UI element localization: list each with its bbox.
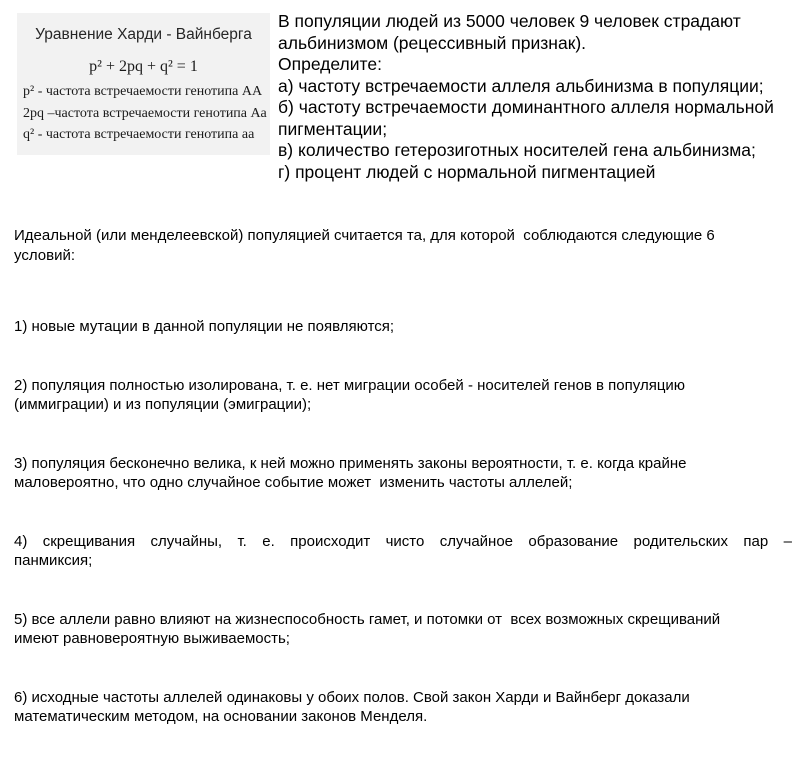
text-line: 5) все аллели равно влияют на жизнеспособность гамет, и потомки от всех возможных скрещиваний: [14, 610, 721, 628]
text-line: q² - частота встречаемости генотипа аа: [23, 127, 255, 142]
text-line: 6) исходные частоты аллелей одинаковы у обоих полов. Свой закон Харди и Вайнберг доказали: [14, 688, 690, 706]
text-line: В популяции людей из 5000 человек 9 человек страдают: [278, 11, 741, 31]
conditions-intro: [14, 226, 792, 265]
problem-statement: [278, 11, 798, 183]
text-line: 2pq –частота встречаемости генотипа Аа: [23, 105, 267, 121]
condition-item-2: [14, 376, 792, 415]
text-line: условий:: [14, 246, 75, 264]
text-line: а) частоту встречаемости аллеля альбинизма в популяции;: [278, 75, 764, 96]
text-line: 1) новые мутации в данной популяции не появляются;: [14, 318, 395, 335]
text-line: маловероятно, что одно случайное событие может изменить частоты аллелей;: [14, 474, 573, 491]
genotype-frequency-definitions: [17, 81, 270, 146]
text-line: математическим методом, на основании законов Менделя.: [14, 708, 428, 725]
ideal-population-conditions: [14, 187, 792, 766]
text-line: Определите:: [278, 54, 382, 74]
condition-item-1: [14, 317, 792, 337]
text-line: 4) скрещивания случайны, т. е. происходит чисто случайное образование родительских пар –: [14, 532, 792, 550]
text-line: пигментации;: [278, 118, 388, 139]
text-line: альбинизмом (рецессивный признак).: [278, 32, 587, 53]
formula-box-title: Уравнение Харди - Вайнберга: [35, 26, 252, 43]
text-line: имеют равновероятную выживаемость;: [14, 630, 290, 647]
hardy-weinberg-equation: p² + 2pq + q² = 1: [89, 58, 198, 75]
condition-item-4: [14, 532, 792, 571]
text-line: г) процент людей с нормальной пигментацией: [278, 161, 656, 182]
condition-item-5: [14, 610, 792, 649]
text-line: 3) популяция бесконечно велика, к ней можно применять законы вероятности, т. е. когда крайне: [14, 454, 687, 472]
condition-item-6: [14, 688, 792, 727]
text-line: (иммиграции) и из популяции (эмиграции);: [14, 396, 312, 413]
text-line: в) количество гетерозиготных носителей гена альбинизма;: [278, 140, 756, 160]
hardy-weinberg-formula-box: [17, 13, 270, 155]
text-line: 2) популяция полностью изолирована, т. е. нет миграции особей - носителей генов в популяцию: [14, 376, 686, 394]
text-line: p² - частота встречаемости генотипа АА: [23, 84, 263, 99]
text-line: панмиксия;: [14, 552, 93, 569]
text-line: Идеальной (или менделеевской) популяцией считается та, для которой соблюдаются следующие 6: [14, 227, 715, 244]
text-line: б) частоту встречаемости доминантного аллеля нормальной: [278, 97, 774, 117]
condition-item-3: [14, 454, 792, 493]
